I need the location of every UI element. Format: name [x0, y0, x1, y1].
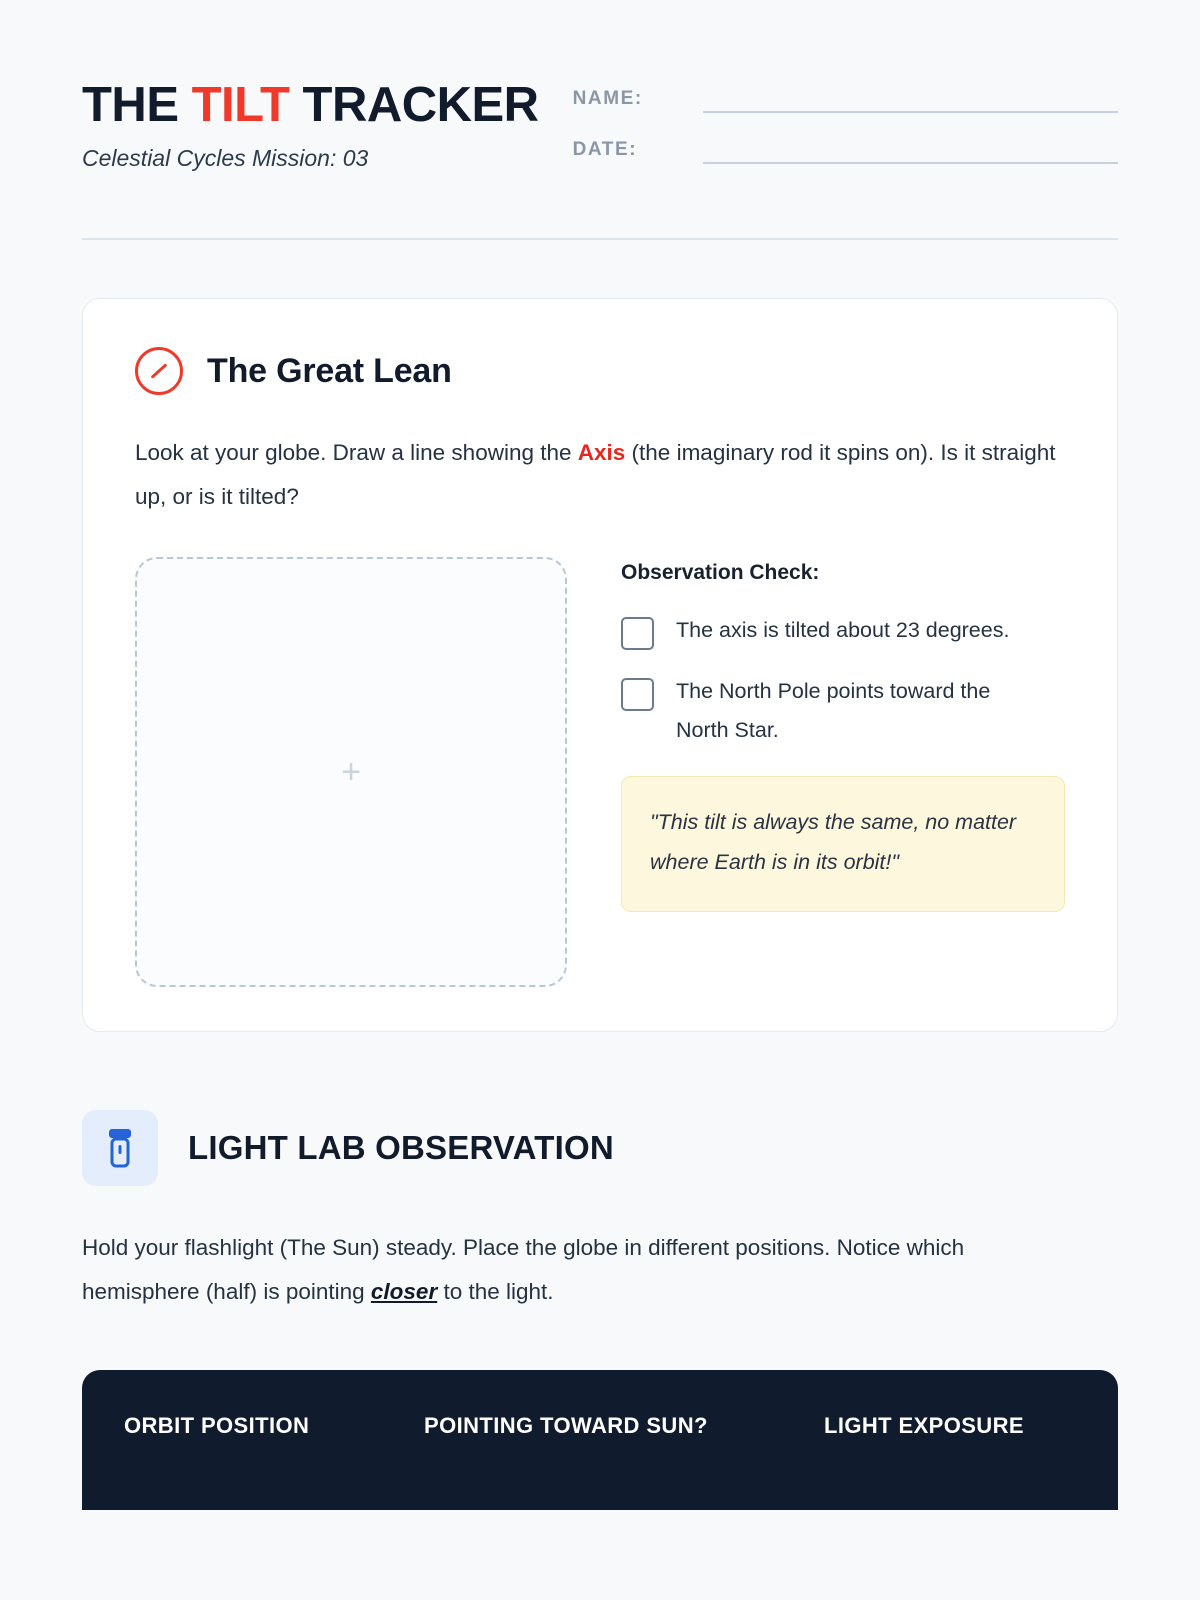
compass-icon	[135, 347, 183, 395]
checkbox-row[interactable]	[621, 611, 1065, 650]
drawing-area[interactable]	[135, 557, 567, 987]
flashlight-icon-svg	[103, 1127, 137, 1169]
light-lab-description	[82, 1226, 1082, 1314]
date-row	[573, 139, 1118, 164]
fact-callout	[621, 776, 1065, 912]
table-header-row	[124, 1410, 1076, 1442]
title-block	[82, 80, 539, 172]
checkbox-axis-tilt[interactable]	[621, 617, 654, 650]
table-header-light-exposure: LIGHT EXPOSURE	[824, 1412, 1024, 1438]
table-header-orbit-position: ORBIT POSITION	[124, 1412, 310, 1438]
checkbox-row[interactable]	[621, 672, 1065, 750]
desc-accent-axis: Axis	[577, 440, 626, 465]
date-label: DATE:	[572, 139, 638, 160]
title-part2: TRACKER	[289, 78, 539, 132]
light-lab-title: LIGHT LAB OBSERVATION	[188, 1128, 614, 1166]
name-label: NAME:	[572, 88, 643, 109]
table-header-pointing-toward-sun: POINTING TOWARD SUN?	[424, 1412, 708, 1438]
name-row	[573, 88, 1118, 113]
plus-icon: +	[341, 752, 361, 791]
observation-check-title: Observation Check:	[621, 560, 820, 584]
page-header	[82, 80, 1118, 190]
title-part1: THE	[82, 78, 192, 132]
card-description	[135, 431, 1065, 519]
sec2-desc-before: Hold your flashlight (The Sun) steady. Place the globe in different positions. Notice which hemisphere (half) is pointing	[82, 1234, 965, 1304]
page-title	[82, 80, 539, 131]
checkbox-label: The axis is tilted about 23 degrees.	[676, 617, 1010, 642]
desc-before: Look at your globe. Draw a line showing the	[135, 440, 578, 465]
meta-block	[573, 88, 1118, 190]
checkbox-north-pole[interactable]	[621, 678, 654, 711]
card-header	[135, 347, 1065, 395]
date-input-line[interactable]	[703, 144, 1118, 164]
light-lab-header	[82, 1110, 1118, 1186]
fact-callout-text: "This tilt is always the same, no matter where Earth is in its orbit!"	[650, 810, 1017, 874]
sec2-desc-emphasis: closer	[370, 1278, 438, 1304]
sec2-desc-after: to the light.	[437, 1278, 554, 1304]
light-lab-section	[82, 1110, 1118, 1314]
card-body	[135, 557, 1065, 987]
title-accent: TILT	[191, 78, 290, 132]
header-divider	[82, 238, 1118, 240]
card-title: The Great Lean	[207, 351, 452, 390]
flashlight-icon	[82, 1110, 158, 1186]
observation-check-group	[621, 557, 1065, 912]
observation-table	[82, 1370, 1118, 1510]
name-input-line[interactable]	[703, 93, 1118, 113]
great-lean-card	[82, 298, 1118, 1032]
desc-after: (the imaginary rod it spins on). Is it straight up, or is it tilted?	[135, 440, 1056, 509]
page-subtitle: Celestial Cycles Mission: 03	[82, 145, 369, 172]
checkbox-label: The North Pole points toward the North Star.	[676, 678, 991, 742]
